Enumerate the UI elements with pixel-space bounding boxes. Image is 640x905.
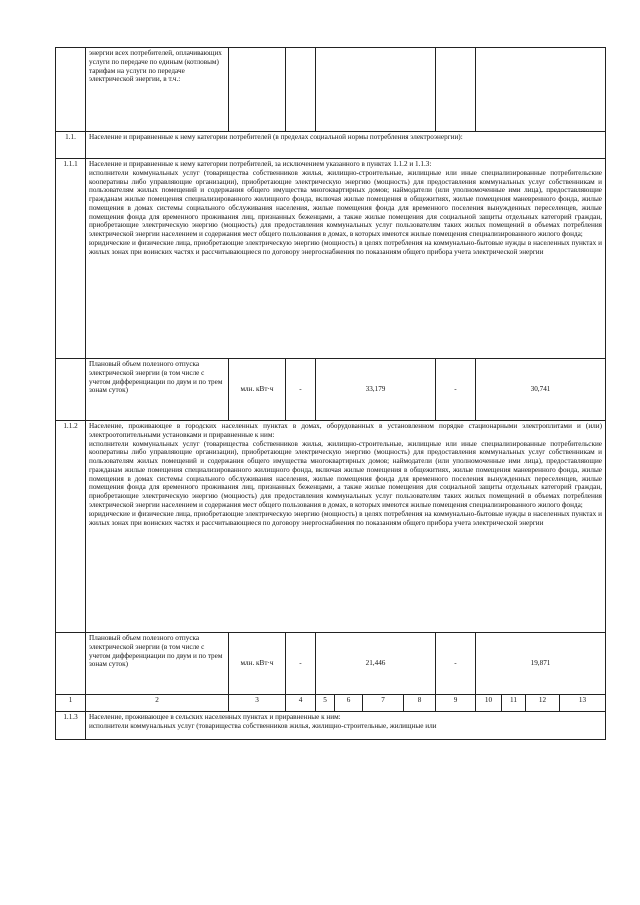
value-cell: 33,179: [316, 359, 436, 421]
unit-cell: млн. кВт·ч: [229, 359, 286, 421]
value-cell: -: [286, 633, 316, 695]
column-number-row: [56, 695, 606, 712]
table-row: [56, 712, 606, 740]
paragraph: исполнители коммунальных услуг (товарищества собственников жилья, жилищно-строительные, жилищные или: [89, 721, 437, 730]
row-number: 1.1.2: [56, 421, 86, 633]
column-number: 11: [502, 695, 526, 712]
column-number: 4: [286, 695, 316, 712]
tariff-table: [55, 47, 606, 740]
row-description: энергии всех потребителей, оплачивающих услуги по передаче по единым (котловым) тарифам на услуги по передаче электрической энергии, в т.ч.:: [86, 48, 229, 132]
paragraph: исполнители коммунальных услуг (товарищества собственников жилья, жилищно-строительные, жилищные или иные специализированные потребительские кооперативы либо управляющие организации), приобретающие электрическую энергию (мощность) для предоставления коммунальных услуг собственникам и пользователям жилых помещений и содержания общего имущества многоквартирных домов; наймодатели (или уполномоченные ими лица), предоставляющие гражданам жилые помещения специализированного жилищного фонда, включая жилые помещения в общежитиях, жилые помещения маневренного фонда, жилые помещения в домах системы социального обслуживания населения, жилые помещения фонда для временного поселения вынужденных переселенцев, жилые помещения фонда для временного проживания лиц, признанных беженцами, а также жилые помещения для социальной защиты отдельных категорий граждан, приобретающие электрическую энергию (мощность) для предоставления коммунальных услуг пользователям таких жилых помещений в объемах потребления электрической энергии населением и содержания мест общего пользования в домах, в которых имеются жилые помещения специализированного жилого фонда;: [89, 168, 602, 239]
row-description: [86, 712, 606, 740]
column-number: 10: [476, 695, 502, 712]
table-row: [56, 421, 606, 633]
column-number: 6: [335, 695, 363, 712]
paragraph: исполнители коммунальных услуг (товарищества собственников жилья, жилищно-строительные, жилищные или иные специализированные потребительские кооперативы либо управляющие организации), приобретающие электрическую энергию (мощность) для предоставления коммунальных услуг собственникам и пользователям жилых помещений и содержания общего имущества многоквартирных домов; наймодатели (или уполномоченные ими лица), предоставляющие гражданам жилые помещения специализированного жилищного фонда, включая жилые помещения в общежитиях, жилые помещения маневренного фонда, жилые помещения в домах системы социального обслуживания населения, жилые помещения фонда для временного поселения вынужденных переселенцев, жилые помещения фонда для временного проживания лиц, признанных беженцами, а также жилые помещения для социальной защиты отдельных категорий граждан, приобретающие электрическую энергию (мощность) для предоставления коммунальных услуг пользователям таких жилых помещений в объемах потребления электрической энергии населением и содержания мест общего пользования в домах, в которых имеются жилые помещения специализированного жилого фонда;: [89, 439, 602, 510]
paragraph: Население, проживающее в сельских населенных пунктах и приравненные к ним:: [89, 713, 341, 721]
value-cell: -: [286, 359, 316, 421]
row-number: 1.1.3: [56, 712, 86, 740]
paragraph: юридические и физические лица, приобретающие электрическую энергию (мощность) в целях потребления на коммунально-бытовые нужды в населенных пунктах и жилых зонах при воинских частях и рассчитывающиеся по договору энергоснабжения по показаниям общего прибора учета электрической энергии: [89, 509, 602, 527]
row-description: Население и приравненные к нему категории потребителей (в пределах социальной нормы потребления электроэнергии):: [86, 132, 606, 159]
row-number: 1.1.1: [56, 159, 86, 359]
column-number: 7: [363, 695, 404, 712]
column-number: 9: [436, 695, 476, 712]
indicator-label: Плановый объем полезного отпуска электрической энергии (в том числе с учетом дифференциации по двум и по трем зонам суток): [86, 359, 229, 421]
value-cell: -: [436, 359, 476, 421]
row-number: [56, 48, 86, 132]
unit-cell: млн. кВт·ч: [229, 633, 286, 695]
value-cell: 30,741: [476, 359, 606, 421]
table-row: [56, 633, 606, 695]
row-number: 1.1.: [56, 132, 86, 159]
table-row: [56, 359, 606, 421]
table-row: [56, 48, 606, 132]
row-description: [86, 421, 606, 633]
column-number: 13: [560, 695, 606, 712]
column-number: 5: [316, 695, 335, 712]
paragraph: Население и приравненные к нему категории потребителей, за исключением указанного в пунктах 1.1.2 и 1.1.3:: [89, 160, 432, 168]
column-number: 1: [56, 695, 86, 712]
table-row: [56, 159, 606, 359]
paragraph: юридические и физические лица, приобретающие электрическую энергию (мощность) в целях потребления на коммунально-бытовые нужды в населенных пунктах и жилых зонах при воинских частях и рассчитывающиеся по договору энергоснабжения по показаниям общего прибора учета электрической энергии: [89, 239, 602, 256]
row-description: [86, 159, 606, 359]
column-number: 8: [404, 695, 436, 712]
value-cell: -: [436, 633, 476, 695]
paragraph: Население, проживающее в городских населенных пунктах в домах, оборудованных в установленном порядке стационарными электроплитами и (или) электроотопительными установками и приравненные к ним:: [89, 422, 602, 439]
value-cell: 19,871: [476, 633, 606, 695]
column-number: 12: [526, 695, 560, 712]
table-row: [56, 132, 606, 159]
value-cell: 21,446: [316, 633, 436, 695]
column-number: 3: [229, 695, 286, 712]
indicator-label: Плановый объем полезного отпуска электрической энергии (в том числе с учетом дифференциации по двум и по трем зонам суток): [86, 633, 229, 695]
column-number: 2: [86, 695, 229, 712]
